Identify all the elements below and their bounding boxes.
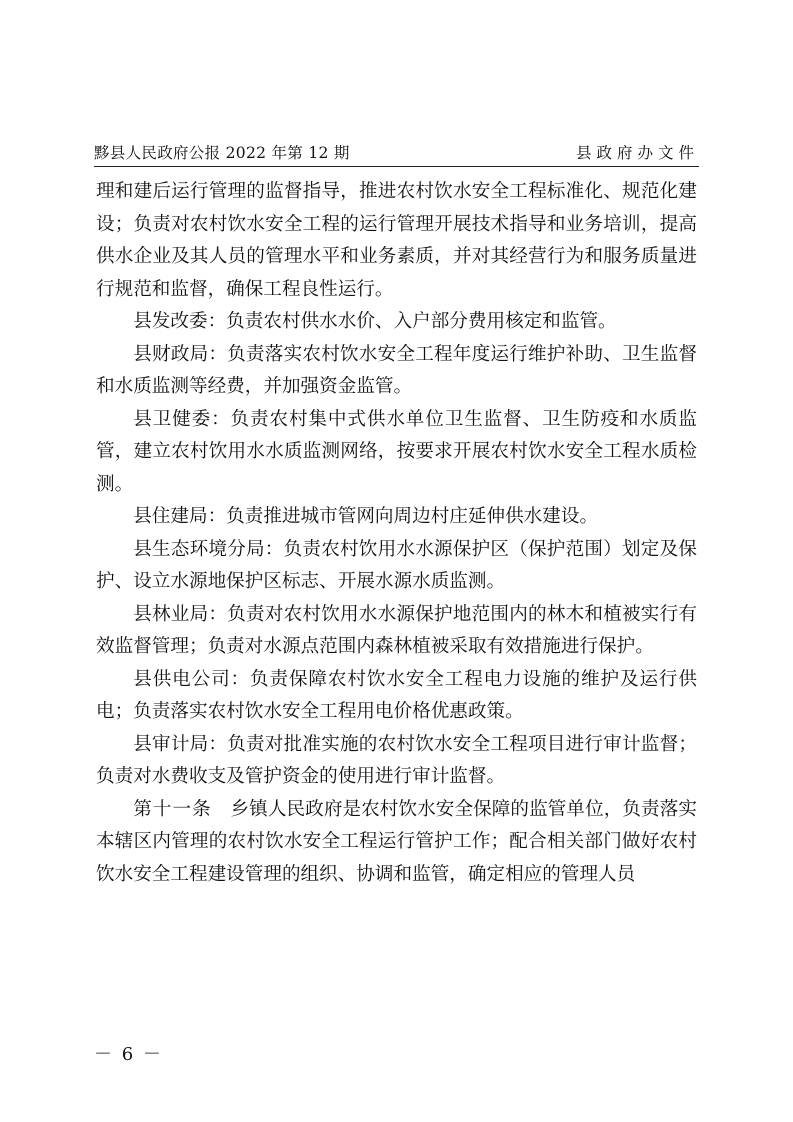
page-number: － 6 － <box>94 1044 163 1065</box>
document-category: 县政府办文件 <box>575 144 699 162</box>
paragraph-text: 理和建后运行管理的监督指导，推进农村饮水安全工程标准化、规范化建设；负责对农村饮水安全工程的运行管理开展技术指导和业务培训，提高供水企业及其人员的管理水平和业务素质，并对其经营行为和服务质量进行规范和监督，确保工程良性运行。 <box>96 181 697 300</box>
paragraph-text: 县生态环境分局：负责农村饮用水水源保护区（保护范围）划定及保护、设立水源地保护区标志、开展水源水质监测。 <box>96 538 697 592</box>
paragraph-county-ecology-environment-branch <box>96 534 697 599</box>
paragraph-text: 乡镇人民政府是农村饮水安全保障的监管单位，负责落实本辖区内管理的农村饮水安全工程运行管护工作；配合相关部门做好农村饮水安全工程建设管理的组织、协调和监管，确定相应的管理人员 <box>96 798 697 885</box>
document-body <box>96 176 697 891</box>
article-number: 第十一条 <box>133 798 212 820</box>
paragraph-text: 县审计局：负责对批准实施的农村饮水安全工程项目进行审计监督；负责对水费收支及管护资金的使用进行审计监督。 <box>96 733 697 787</box>
paragraph-county-housing-bureau <box>96 501 697 534</box>
paragraph-county-finance-bureau <box>96 339 697 404</box>
paragraph-text: 县发改委：负责农村供水水价、入户部分费用核定和监管。 <box>133 311 617 332</box>
paragraph-text: 县卫健委：负责农村集中式供水单位卫生监督、卫生防疫和水质监管，建立农村饮用水水质监测网络，按要求开展农村饮水安全工程水质检测。 <box>96 408 697 495</box>
paragraph-text: 县财政局：负责落实农村饮水安全工程年度运行维护补助、卫生监督和水质监测等经费，并加强资金监管。 <box>96 343 697 397</box>
paragraph-county-forestry-bureau <box>96 599 697 664</box>
paragraph-text: 县住建局：负责推进城市管网向周边村庄延伸供水建设。 <box>133 506 599 527</box>
paragraph-continued <box>96 176 697 306</box>
paragraph-county-development-reform-commission <box>96 306 697 339</box>
paragraph-county-power-supply-company <box>96 664 697 729</box>
gazette-issue-title: 黟县人民政府公报 2022 年第 12 期 <box>94 144 350 162</box>
paragraph-county-audit-bureau <box>96 729 697 794</box>
paragraph-article-eleven <box>96 794 697 892</box>
paragraph-county-health-commission <box>96 404 697 502</box>
page-header <box>94 140 699 167</box>
paragraph-text: 县供电公司：负责保障农村饮水安全工程电力设施的维护及运行供电；负责落实农村饮水安全工程用电价格优惠政策。 <box>96 668 697 722</box>
paragraph-text: 县林业局：负责对农村饮用水水源保护地范围内的林木和植被实行有效监督管理；负责对水源点范围内森林植被采取有效措施进行保护。 <box>96 603 697 657</box>
